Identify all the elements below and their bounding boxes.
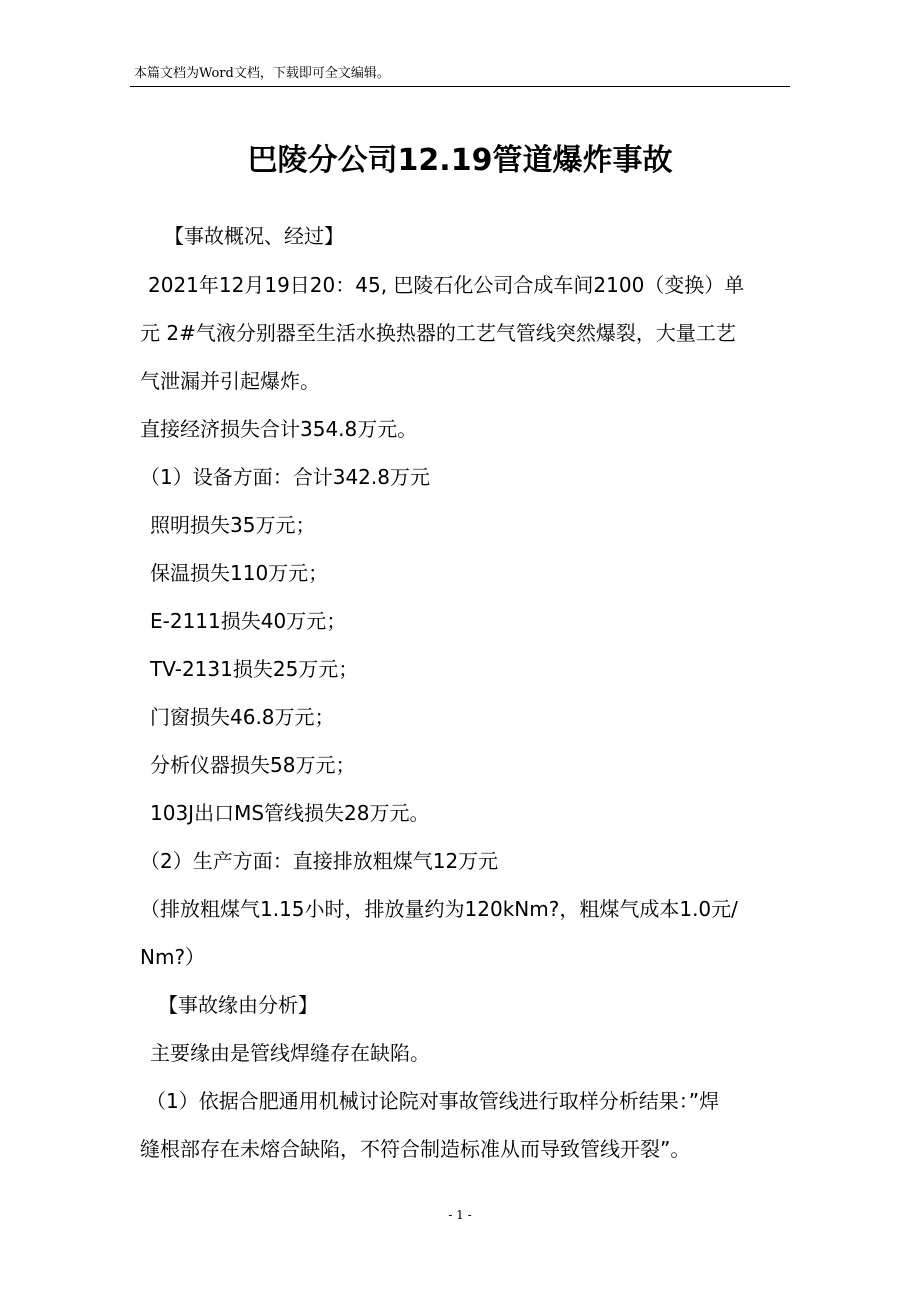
paragraph-line: 主要缘由是管线焊缝存在缺陷。 bbox=[150, 1041, 430, 1065]
header-rule bbox=[130, 86, 790, 87]
paragraph-line: 2021年12月19日20：45, 巴陵石化公司合成车间2100（变换）单 bbox=[148, 273, 745, 297]
paragraph-line: Nm?） bbox=[140, 945, 206, 969]
paragraph-line: （1）设备方面：合计342.8万元 bbox=[140, 465, 430, 489]
paragraph-line: （2）生产方面：直接排放粗煤气12万元 bbox=[140, 849, 499, 873]
paragraph-line: （1）依据合肥通用机械讨论院对事故管线进行取样分析结果：”焊 bbox=[146, 1089, 720, 1113]
section-heading-cause: 【事故缘由分析】 bbox=[158, 993, 318, 1017]
header-note: 本篇文档为Word文档，下载即可全文编辑。 bbox=[134, 66, 390, 81]
paragraph-line: 缝根部存在未熔合缺陷，不符合制造标准从而导致管线开裂”。 bbox=[140, 1137, 691, 1161]
list-item: 103J出口MS管线损失28万元。 bbox=[150, 801, 430, 825]
list-item: TV-2131损失25万元； bbox=[150, 657, 359, 681]
paragraph-line: 元 2#气液分别器至生活水换热器的工艺气管线突然爆裂，大量工艺 bbox=[140, 321, 736, 345]
paragraph-line: 气泄漏并引起爆炸。 bbox=[140, 369, 320, 393]
list-item: 照明损失35万元； bbox=[150, 513, 316, 537]
paragraph-line: （排放粗煤气1.15小时，排放量约为120kNm?，粗煤气成本1.0元/ bbox=[140, 897, 738, 921]
list-item: 保温损失110万元； bbox=[150, 561, 329, 585]
document-title: 巴陵分公司12.19管道爆炸事故 bbox=[247, 143, 673, 178]
page-number: - 1 - bbox=[448, 1208, 472, 1222]
list-item: E-2111损失40万元； bbox=[150, 609, 347, 633]
list-item: 门窗损失46.8万元； bbox=[150, 705, 335, 729]
paragraph-line: 直接经济损失合计354.8万元。 bbox=[140, 417, 418, 441]
list-item: 分析仪器损失58万元； bbox=[150, 753, 356, 777]
section-heading-overview: 【事故概况、经过】 bbox=[164, 224, 344, 248]
